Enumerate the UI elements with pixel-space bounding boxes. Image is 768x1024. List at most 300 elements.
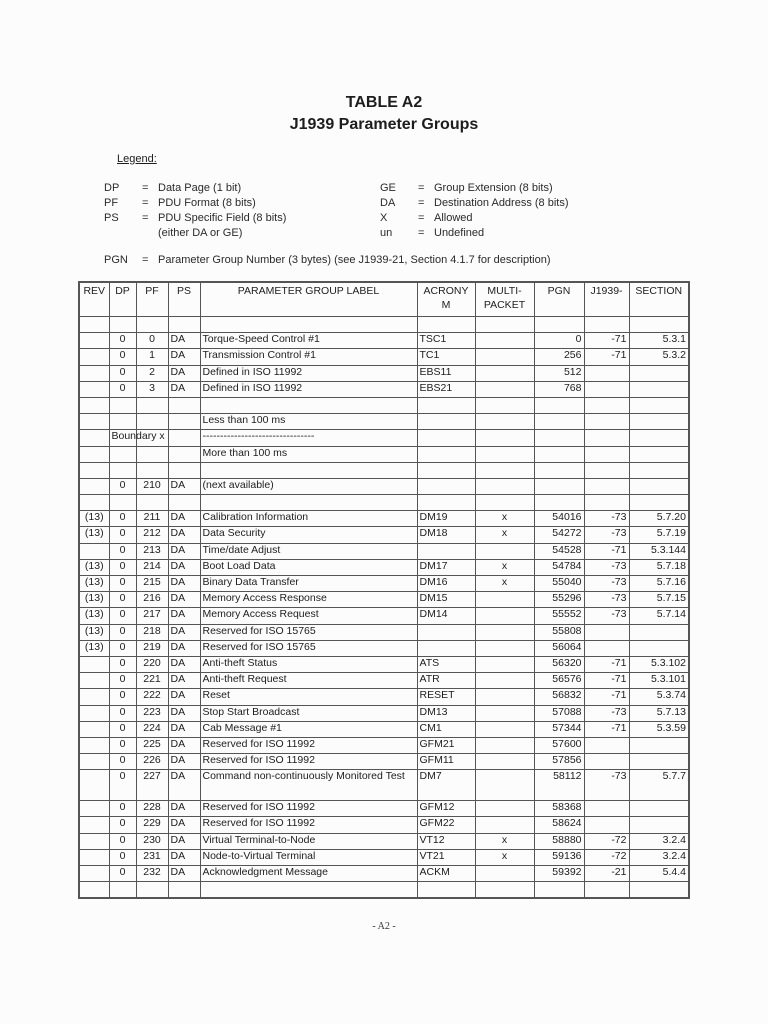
ps-cell [168, 430, 200, 446]
multipacket-cell [475, 349, 534, 365]
rev-cell [79, 866, 109, 882]
table-header-row [79, 282, 689, 317]
pf-cell: 224 [136, 721, 168, 737]
table-row [79, 349, 689, 365]
multipacket-cell [475, 640, 534, 656]
pgn-cell: 54016 [534, 511, 584, 527]
pgn-cell [534, 397, 584, 413]
j1939-cell: -71 [584, 689, 629, 705]
j1939-cell [584, 397, 629, 413]
acronym-cell: RESET [417, 689, 475, 705]
pgn-cell: 0 [534, 333, 584, 349]
acronym-cell: CM1 [417, 721, 475, 737]
ps-cell: DA [168, 478, 200, 494]
rev-cell [79, 462, 109, 478]
j1939-cell [584, 624, 629, 640]
label-cell: Binary Data Transfer [200, 576, 417, 592]
label-cell: Reset [200, 689, 417, 705]
table-row [79, 414, 689, 430]
section-cell [629, 640, 689, 656]
pf-cell: 0 [136, 333, 168, 349]
dp-cell: 0 [109, 866, 136, 882]
rev-cell: (13) [79, 608, 109, 624]
pf-cell: 217 [136, 608, 168, 624]
ps-cell: DA [168, 527, 200, 543]
table-row [79, 495, 689, 511]
j1939-cell [584, 640, 629, 656]
table-row [79, 721, 689, 737]
table-row [79, 866, 689, 882]
table-row [79, 511, 689, 527]
pf-cell: 214 [136, 559, 168, 575]
label-cell: (next available) [200, 478, 417, 494]
acronym-cell [417, 446, 475, 462]
rev-cell [79, 543, 109, 559]
table-row [79, 608, 689, 624]
rev-cell [79, 478, 109, 494]
rev-cell [79, 817, 109, 833]
j1939-cell [584, 462, 629, 478]
multipacket-cell [475, 446, 534, 462]
section-cell: 5.7.18 [629, 559, 689, 575]
dp-cell: 0 [109, 349, 136, 365]
table-row [79, 333, 689, 349]
pgn-cell: 57344 [534, 721, 584, 737]
section-cell: 5.7.14 [629, 608, 689, 624]
pgn-cell: 55552 [534, 608, 584, 624]
pgn-cell: 57088 [534, 705, 584, 721]
acronym-cell [417, 430, 475, 446]
label-cell: Boot Load Data [200, 559, 417, 575]
ps-cell: DA [168, 673, 200, 689]
ps-cell: DA [168, 333, 200, 349]
multipacket-cell [475, 462, 534, 478]
table-row [79, 882, 689, 899]
pgn-cell: 56576 [534, 673, 584, 689]
legend-entry-dp: DP = Data Page (1 bit) [104, 182, 242, 194]
section-cell [629, 754, 689, 770]
label-cell: Torque-Speed Control #1 [200, 333, 417, 349]
label-cell: Acknowledgment Message [200, 866, 417, 882]
pf-cell: 213 [136, 543, 168, 559]
section-cell: 5.3.1 [629, 333, 689, 349]
section-cell [629, 478, 689, 494]
multipacket-cell [475, 495, 534, 511]
label-cell: Reserved for ISO 11992 [200, 817, 417, 833]
section-cell: 5.3.2 [629, 349, 689, 365]
table-row [79, 478, 689, 494]
section-cell [629, 495, 689, 511]
ps-cell: DA [168, 576, 200, 592]
legend-entry-un: un = Undefined [380, 227, 485, 239]
label-cell: Virtual Terminal-to-Node [200, 833, 417, 849]
ps-cell [168, 495, 200, 511]
dp-cell: 0 [109, 721, 136, 737]
multipacket-cell: x [475, 576, 534, 592]
pf-cell [136, 397, 168, 413]
j1939-cell: -73 [584, 576, 629, 592]
j1939-cell: -73 [584, 592, 629, 608]
table-row [79, 543, 689, 559]
table-row [79, 559, 689, 575]
rev-cell [79, 349, 109, 365]
j1939-cell: -71 [584, 656, 629, 672]
col-header-acronym: ACRONY M [417, 282, 475, 317]
pgn-cell: 56320 [534, 656, 584, 672]
multipacket-cell [475, 689, 534, 705]
label-cell: Reserved for ISO 15765 [200, 624, 417, 640]
table-row [79, 833, 689, 849]
rev-cell [79, 446, 109, 462]
rev-cell [79, 689, 109, 705]
pf-cell: 232 [136, 866, 168, 882]
col-header-dp: DP [109, 282, 136, 317]
ps-cell [168, 446, 200, 462]
acronym-cell: DM13 [417, 705, 475, 721]
section-cell: 5.7.16 [629, 576, 689, 592]
acronym-cell: DM17 [417, 559, 475, 575]
dp-cell: 0 [109, 770, 136, 801]
dp-cell: 0 [109, 817, 136, 833]
rev-cell [79, 397, 109, 413]
j1939-cell: -71 [584, 333, 629, 349]
acronym-cell [417, 478, 475, 494]
pf-cell: 221 [136, 673, 168, 689]
pf-cell [136, 882, 168, 899]
dp-cell: 0 [109, 689, 136, 705]
table-row [79, 397, 689, 413]
section-cell: 5.7.19 [629, 527, 689, 543]
rev-cell [79, 801, 109, 817]
label-cell: Defined in ISO 11992 [200, 365, 417, 381]
table-row [79, 430, 689, 446]
col-header-pf: PF [136, 282, 168, 317]
legend-header: Legend: [117, 153, 157, 165]
multipacket-cell [475, 365, 534, 381]
pf-cell: 226 [136, 754, 168, 770]
dp-cell [109, 462, 136, 478]
j1939-cell [584, 446, 629, 462]
multipacket-cell [475, 866, 534, 882]
section-cell [629, 462, 689, 478]
label-cell [200, 495, 417, 511]
j1939-cell: -71 [584, 349, 629, 365]
j1939-cell: -73 [584, 770, 629, 801]
col-header-multipacket: MULTI-PACKET [475, 282, 534, 317]
label-cell: Transmission Control #1 [200, 349, 417, 365]
table-row [79, 365, 689, 381]
pgn-cell: 768 [534, 381, 584, 397]
pgn-cell [534, 882, 584, 899]
table-row [79, 576, 689, 592]
section-cell: 5.3.74 [629, 689, 689, 705]
label-cell [200, 882, 417, 899]
pgn-cell: 58368 [534, 801, 584, 817]
ps-cell: DA [168, 770, 200, 801]
pf-cell: 216 [136, 592, 168, 608]
label-cell: Reserved for ISO 15765 [200, 640, 417, 656]
label-cell: Anti-theft Request [200, 673, 417, 689]
dp-cell: 0 [109, 527, 136, 543]
parameter-groups-table [78, 281, 690, 899]
rev-cell [79, 754, 109, 770]
rev-cell: (13) [79, 624, 109, 640]
rev-cell [79, 333, 109, 349]
pf-cell: 228 [136, 801, 168, 817]
dp-cell: Boundary x [109, 430, 136, 446]
acronym-cell: GFM22 [417, 817, 475, 833]
j1939-cell: -72 [584, 849, 629, 865]
j1939-cell: -73 [584, 608, 629, 624]
rev-cell [79, 414, 109, 430]
label-cell [200, 462, 417, 478]
multipacket-cell [475, 737, 534, 753]
dp-cell: 0 [109, 754, 136, 770]
pgn-cell [534, 478, 584, 494]
rev-cell [79, 770, 109, 801]
dp-cell: 0 [109, 511, 136, 527]
j1939-cell [584, 495, 629, 511]
multipacket-cell [475, 624, 534, 640]
pgn-cell [534, 317, 584, 333]
pgn-cell: 256 [534, 349, 584, 365]
ps-cell: DA [168, 640, 200, 656]
j1939-cell [584, 381, 629, 397]
multipacket-cell [475, 381, 534, 397]
section-cell: 5.7.15 [629, 592, 689, 608]
section-cell: 5.7.7 [629, 770, 689, 801]
pgn-cell [534, 446, 584, 462]
pf-cell: 219 [136, 640, 168, 656]
acronym-cell: DM19 [417, 511, 475, 527]
acronym-cell [417, 495, 475, 511]
dp-cell: 0 [109, 559, 136, 575]
rev-cell [79, 495, 109, 511]
j1939-cell [584, 754, 629, 770]
col-header-j1939: J1939- [584, 282, 629, 317]
multipacket-cell [475, 673, 534, 689]
ps-cell: DA [168, 624, 200, 640]
ps-cell: DA [168, 737, 200, 753]
section-cell: 5.4.4 [629, 866, 689, 882]
multipacket-cell [475, 592, 534, 608]
table-title: TABLE A2 [345, 94, 423, 111]
table-row [79, 737, 689, 753]
label-cell: Stop Start Broadcast [200, 705, 417, 721]
col-header-section: SECTION [629, 282, 689, 317]
pf-cell: 220 [136, 656, 168, 672]
label-cell: Memory Access Response [200, 592, 417, 608]
dp-cell: 0 [109, 365, 136, 381]
pf-cell: 2 [136, 365, 168, 381]
rev-cell [79, 381, 109, 397]
multipacket-cell [475, 754, 534, 770]
ps-cell: DA [168, 754, 200, 770]
multipacket-cell [475, 414, 534, 430]
pgn-cell: 55296 [534, 592, 584, 608]
pgn-cell: 59392 [534, 866, 584, 882]
ps-cell: DA [168, 705, 200, 721]
acronym-cell: ATS [417, 656, 475, 672]
col-header-pgn: PGN [534, 282, 584, 317]
table-row [79, 640, 689, 656]
pgn-cell: 54272 [534, 527, 584, 543]
dp-cell: 0 [109, 849, 136, 865]
acronym-cell [417, 462, 475, 478]
rev-cell: (13) [79, 640, 109, 656]
ps-cell: DA [168, 689, 200, 705]
ps-cell [168, 317, 200, 333]
j1939-cell [584, 317, 629, 333]
acronym-cell: DM18 [417, 527, 475, 543]
rev-cell [79, 430, 109, 446]
pf-cell: 225 [136, 737, 168, 753]
dp-cell: 0 [109, 656, 136, 672]
acronym-cell: DM14 [417, 608, 475, 624]
ps-cell: DA [168, 381, 200, 397]
table-row [79, 817, 689, 833]
pgn-cell: 56832 [534, 689, 584, 705]
ps-cell: DA [168, 833, 200, 849]
ps-cell: DA [168, 559, 200, 575]
rev-cell [79, 656, 109, 672]
table-row [79, 381, 689, 397]
dp-cell: 0 [109, 801, 136, 817]
dp-cell: 0 [109, 543, 136, 559]
multipacket-cell [475, 478, 534, 494]
pgn-cell: 59136 [534, 849, 584, 865]
acronym-cell: TSC1 [417, 333, 475, 349]
pgn-cell: 58624 [534, 817, 584, 833]
j1939-cell [584, 414, 629, 430]
section-cell: 5.7.13 [629, 705, 689, 721]
section-cell: 5.3.59 [629, 721, 689, 737]
ps-cell [168, 397, 200, 413]
table-row [79, 527, 689, 543]
table-subtitle: J1939 Parameter Groups [289, 116, 479, 133]
j1939-cell: -71 [584, 721, 629, 737]
dp-cell [109, 317, 136, 333]
table-row [79, 689, 689, 705]
multipacket-cell: x [475, 849, 534, 865]
pgn-cell: 55040 [534, 576, 584, 592]
j1939-cell [584, 737, 629, 753]
table-row [79, 849, 689, 865]
multipacket-cell [475, 721, 534, 737]
label-cell: Data Security [200, 527, 417, 543]
legend-entry-ps-note: (either DA or GE) [158, 227, 243, 239]
acronym-cell [417, 397, 475, 413]
pf-cell: 222 [136, 689, 168, 705]
pf-cell: 230 [136, 833, 168, 849]
pf-cell [136, 317, 168, 333]
multipacket-cell [475, 705, 534, 721]
section-cell: 3.2.4 [629, 833, 689, 849]
label-cell: Anti-theft Status [200, 656, 417, 672]
dp-cell [109, 495, 136, 511]
pf-cell: 218 [136, 624, 168, 640]
rev-cell [79, 833, 109, 849]
multipacket-cell [475, 543, 534, 559]
pgn-cell [534, 414, 584, 430]
acronym-cell [417, 543, 475, 559]
dp-cell: 0 [109, 608, 136, 624]
section-cell [629, 801, 689, 817]
pf-cell [136, 446, 168, 462]
label-cell: Less than 100 ms [200, 414, 417, 430]
ps-cell: DA [168, 817, 200, 833]
pgn-cell: 57600 [534, 737, 584, 753]
dp-cell: 0 [109, 576, 136, 592]
table-row [79, 754, 689, 770]
label-cell [200, 397, 417, 413]
rev-cell [79, 705, 109, 721]
rev-cell [79, 882, 109, 899]
j1939-cell [584, 882, 629, 899]
multipacket-cell [475, 801, 534, 817]
acronym-cell: GFM12 [417, 801, 475, 817]
section-cell: 5.3.101 [629, 673, 689, 689]
label-cell: Node-to-Virtual Terminal [200, 849, 417, 865]
section-cell: 5.3.102 [629, 656, 689, 672]
j1939-cell: -73 [584, 705, 629, 721]
ps-cell [168, 882, 200, 899]
dp-cell: 0 [109, 624, 136, 640]
ps-cell: DA [168, 608, 200, 624]
section-cell: 5.3.144 [629, 543, 689, 559]
section-cell [629, 446, 689, 462]
j1939-cell [584, 365, 629, 381]
multipacket-cell [475, 817, 534, 833]
j1939-cell: -21 [584, 866, 629, 882]
pf-cell: 227 [136, 770, 168, 801]
rev-cell: (13) [79, 511, 109, 527]
j1939-cell [584, 801, 629, 817]
pf-cell: 229 [136, 817, 168, 833]
pgn-cell [534, 430, 584, 446]
table-row [79, 624, 689, 640]
pf-cell: 215 [136, 576, 168, 592]
pgn-cell: 512 [534, 365, 584, 381]
section-cell [629, 882, 689, 899]
ps-cell: DA [168, 592, 200, 608]
label-cell: Command non-continuously Monitored Test [200, 770, 417, 801]
legend-entry-x: X = Allowed [380, 212, 473, 224]
j1939-cell [584, 430, 629, 446]
multipacket-cell [475, 882, 534, 899]
dp-cell: 0 [109, 673, 136, 689]
pgn-cell: 56064 [534, 640, 584, 656]
ps-cell: DA [168, 349, 200, 365]
table-row [79, 673, 689, 689]
rev-cell: (13) [79, 559, 109, 575]
pf-cell: 3 [136, 381, 168, 397]
rev-cell [79, 721, 109, 737]
section-cell [629, 397, 689, 413]
pgn-cell: 54784 [534, 559, 584, 575]
pf-cell [136, 462, 168, 478]
ps-cell [168, 462, 200, 478]
legend-entry-da: DA = Destination Address (8 bits) [380, 197, 569, 209]
ps-cell: DA [168, 656, 200, 672]
ps-cell: DA [168, 365, 200, 381]
label-cell: -------------------------------- [200, 430, 417, 446]
multipacket-cell [475, 656, 534, 672]
j1939-cell: -73 [584, 511, 629, 527]
rev-cell [79, 317, 109, 333]
label-cell: More than 100 ms [200, 446, 417, 462]
acronym-cell: GFM21 [417, 737, 475, 753]
